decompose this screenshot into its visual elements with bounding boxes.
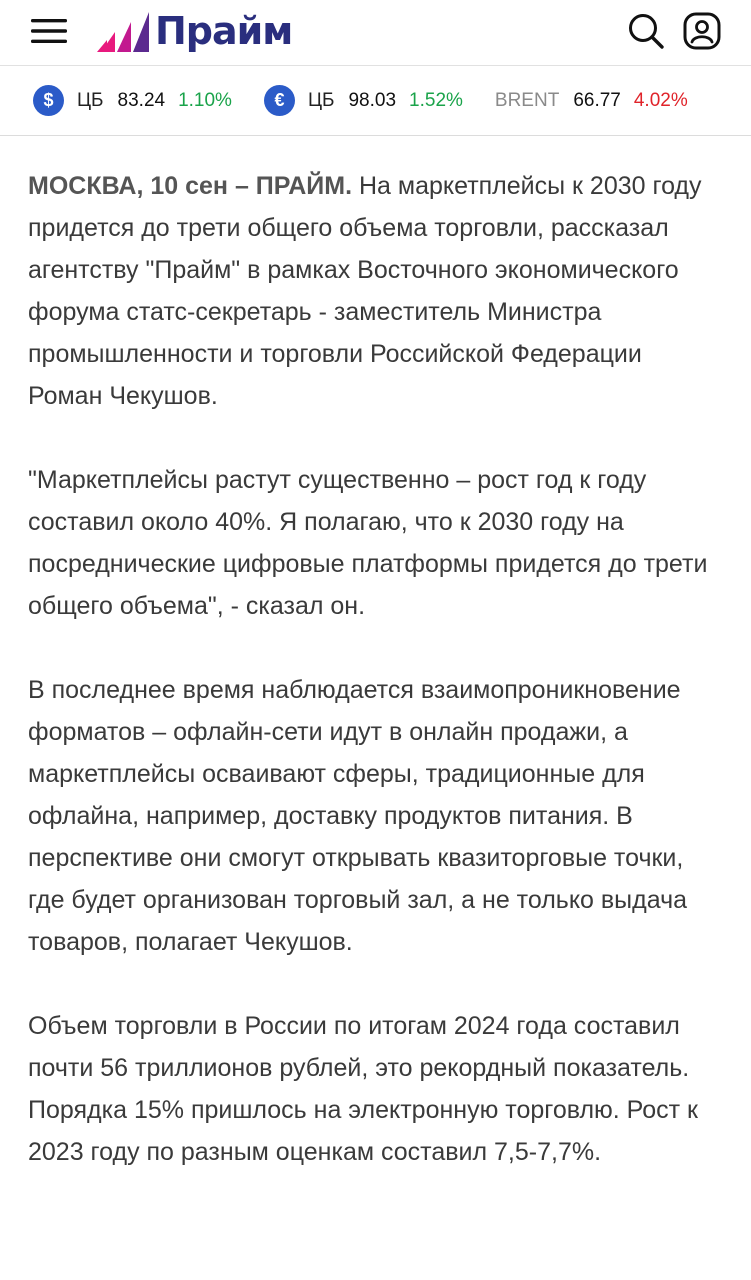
article-paragraph: "Маркетплейсы растут существенно – рост год к году составил около 40%. Я полагаю, что к 2030 году на посреднические цифровые платформы придется до трети общего объема", - сказал он. [28, 466, 708, 620]
article-paragraph: Объем торговли в России по итогам 2024 года составил почти 56 триллионов рублей, это рекордный показатель. Порядка 15% пришлось на электронную торговлю. Рост к 2023 году по разным оценкам составил 7,5-7,7%. [28, 1012, 698, 1166]
user-profile-icon[interactable] [683, 12, 721, 50]
search-icon[interactable] [627, 12, 665, 50]
quote-source: ЦБ [77, 89, 104, 111]
quote-source: BRENT [494, 89, 560, 111]
quote-change: 4.02% [633, 89, 688, 111]
quote-change: 1.10% [178, 89, 232, 111]
quote-eur[interactable] [264, 85, 463, 116]
quote-change: 1.52% [409, 89, 463, 111]
hamburger-menu-icon[interactable] [31, 16, 67, 46]
app-header [0, 0, 751, 66]
article-paragraph: В последнее время наблюдается взаимопроникновение форматов – офлайн-сети идут в онлайн продажи, а маркетплейсы осваивают сферы, традиционные для офлайна, например, доставку продуктов питания. В перспективе они смогут открывать квазиторговые точки, где будет организован торговый зал, а не только выдача товаров, полагает Чекушов. [28, 676, 688, 956]
logo-mark-icon [97, 10, 153, 52]
quote-value: 83.24 [117, 89, 166, 111]
quote-value: 98.03 [348, 89, 397, 111]
quote-brent[interactable] [495, 90, 688, 112]
dollar-icon: $ [33, 85, 64, 116]
article-body [0, 136, 751, 1173]
article-paragraph-text: На маркетплейсы к 2030 году придется до трети общего объема торговли, рассказал агентству "Прайм" в рамках Восточного экономического форума статс-секретарь - заместитель Министра промышленности и торговли Российской Федерации Роман Чекушов. [28, 172, 702, 410]
quotes-ticker [0, 66, 751, 136]
brand-logo[interactable] [97, 8, 292, 54]
article-dateline: МОСКВА, 10 сен – ПРАЙМ. [28, 172, 353, 200]
quote-value: 66.77 [573, 89, 621, 111]
quote-usd[interactable] [33, 85, 232, 116]
euro-icon: € [264, 85, 295, 116]
brand-name: Прайм [155, 9, 293, 53]
article-paragraph [28, 165, 711, 417]
quote-source: ЦБ [307, 89, 335, 111]
